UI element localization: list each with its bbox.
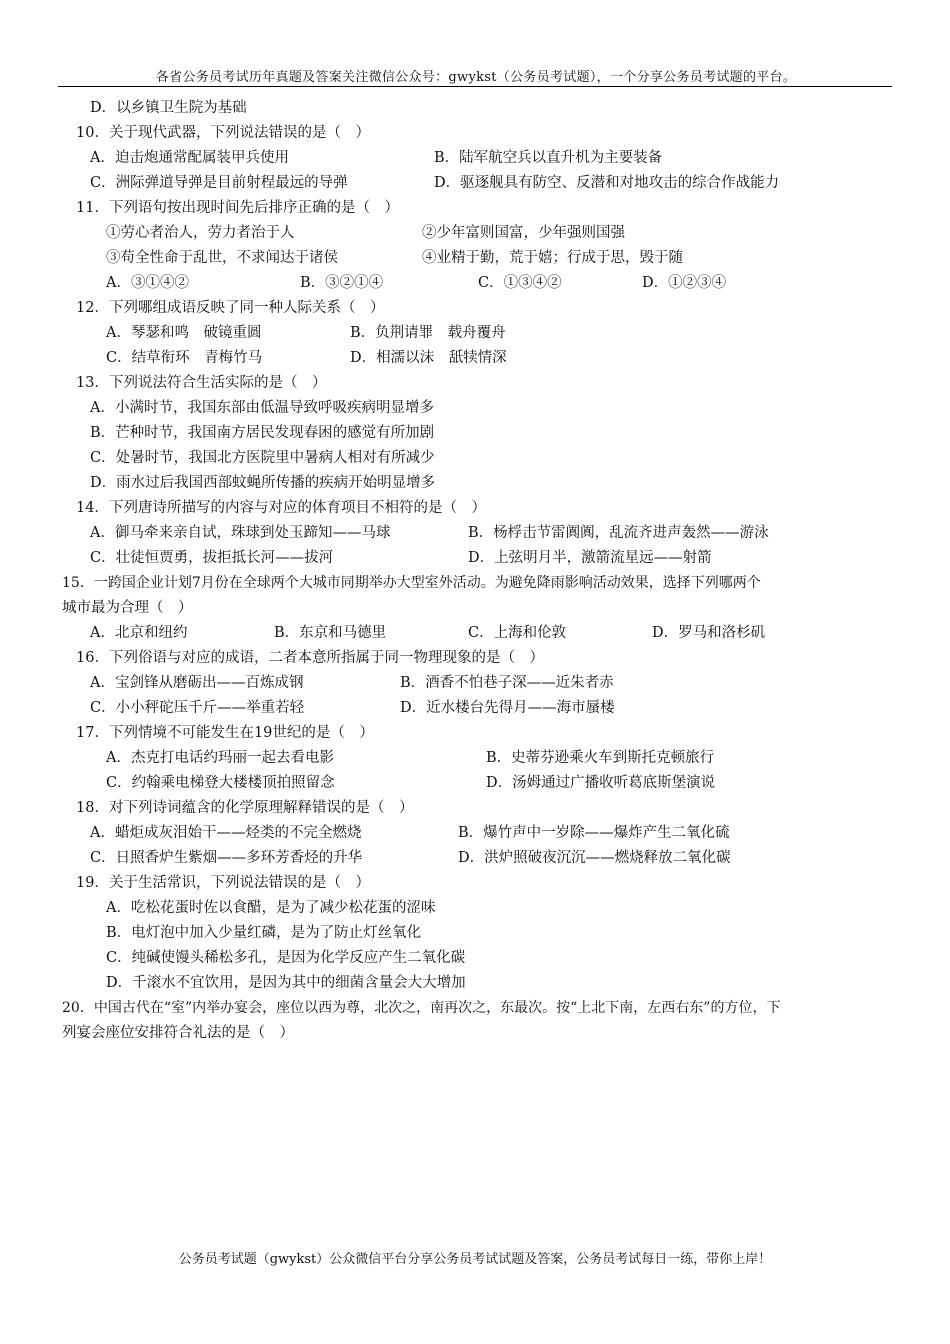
q18-stem: 18．对下列诗词蕴含的化学原理解释错误的是（ ） <box>76 800 414 816</box>
q17-stem: 17．下列情境不可能发生在19世纪的是（ ） <box>76 725 374 741</box>
q18-option-a: A．蜡炬成灰泪始干——烃类的不完全燃烧 <box>90 825 362 841</box>
q17-option-d: D．汤姆通过广播收听葛底斯堡演说 <box>486 775 716 791</box>
q11-statement-2: ②少年富则国富，少年强则国强 <box>422 225 625 241</box>
q17-option-c: C．约翰乘电梯登大楼楼顶拍照留念 <box>106 775 335 791</box>
q14-option-c: C．壮徒恒贾勇，拔拒抵长河——拔河 <box>90 550 334 566</box>
q14-option-d: D．上弦明月半，激箭流星远——射箭 <box>468 550 712 566</box>
q12-option-c: C．结草衔环 青梅竹马 <box>106 350 263 366</box>
q13-stem: 13．下列说法符合生活实际的是（ ） <box>76 375 327 391</box>
q12-option-a: A．琴瑟和鸣 破镜重圆 <box>106 325 262 341</box>
q18-option-c: C．日照香炉生紫烟——多环芳香烃的升华 <box>90 850 363 866</box>
q16-option-c: C．小小秤砣压千斤——举重若轻 <box>90 700 305 716</box>
q15-option-a: A．北京和纽约 <box>90 625 188 641</box>
q10-option-a: A．迫击炮通常配属装甲兵使用 <box>90 150 289 166</box>
q12-option-b: B．负荆请罪 载舟覆舟 <box>350 325 506 341</box>
q13-option-c: C．处暑时节，我国北方医院里中暑病人相对有所减少 <box>90 450 435 466</box>
q10-stem: 10．关于现代武器，下列说法错误的是（ ） <box>76 125 370 141</box>
q20-stem-line-1: 20．中国古代在“室”内举办宴会，座位以西为尊，北次之，南再次之，东最次。按“上北下南，左西右东”的方位，下 <box>62 1000 781 1016</box>
q19-stem: 19．关于生活常识，下列说法错误的是（ ） <box>76 875 370 891</box>
q20-stem-line-2: 列宴会座位安排符合礼法的是（ ） <box>62 1025 294 1041</box>
q11-statement-3: ③苟全性命于乱世，不求闻达于诸侯 <box>106 250 338 266</box>
q10-option-c: C．洲际弹道导弹是目前射程最远的导弹 <box>90 175 348 191</box>
q11-stem: 11．下列语句按出现时间先后排序正确的是（ ） <box>76 200 399 216</box>
q11-option-c: C．①③④② <box>478 275 562 291</box>
q19-option-a: A．吃松花蛋时佐以食醋，是为了减少松花蛋的涩味 <box>106 900 436 916</box>
q15-option-b: B．东京和马德里 <box>274 625 387 641</box>
q13-option-a: A．小满时节，我国东部由低温导致呼吸疾病明显增多 <box>90 400 434 416</box>
page-header: 各省公务员考试历年真题及答案关注微信公众号：gwykst（公务员考试题），一个分享公务员考试题的平台。 <box>155 70 797 85</box>
q11-option-b: B．③②①④ <box>300 275 384 291</box>
q10-option-d: D．驱逐舰具有防空、反潜和对地攻击的综合作战能力 <box>434 175 780 191</box>
q11-statement-4: ④业精于勤，荒于嬉；行成于思，毁于随 <box>422 250 683 266</box>
q17-option-a: A．杰克打电话约玛丽一起去看电影 <box>106 750 334 766</box>
q16-stem: 16．下列俗语与对应的成语，二者本意所指属于同一物理现象的是（ ） <box>76 650 544 666</box>
q16-option-b: B．酒香不怕巷子深——近朱者赤 <box>400 675 614 691</box>
q17-option-b: B．史蒂芬逊乘火车到斯托克顿旅行 <box>486 750 715 766</box>
q19-option-b: B．电灯泡中加入少量红磷，是为了防止灯丝氧化 <box>106 925 422 941</box>
q9-option-d: D．以乡镇卫生院为基础 <box>90 100 247 116</box>
q13-option-b: B．芒种时节，我国南方居民发现春困的感觉有所加剧 <box>90 425 435 441</box>
page-footer: 公务员考试题（gwykst）公众微信平台分享公务员考试试题及答案，公务员考试每日一练，带你上岸！ <box>178 1252 772 1267</box>
q14-stem: 14．下列唐诗所描写的内容与对应的体育项目不相符的是（ ） <box>76 500 486 516</box>
q16-option-a: A．宝剑锋从磨砺出——百炼成钢 <box>90 675 304 691</box>
q15-option-d: D．罗马和洛杉矶 <box>652 625 766 641</box>
q18-option-d: D．洪炉照破夜沉沉——燃烧释放二氧化碳 <box>458 850 731 866</box>
q13-option-d: D．雨水过后我国西部蚊蝇所传播的疾病开始明显增多 <box>90 475 436 491</box>
q11-option-a: A．③①④② <box>106 275 189 291</box>
q15-option-c: C．上海和伦敦 <box>468 625 567 641</box>
q15-stem-line-1: 15．一跨国企业计划7月份在全球两个大城市同期举办大型室外活动。为避免降雨影响活动效果，选择下列哪两个 <box>62 575 761 591</box>
q15-stem-line-2: 城市最为合理（ ） <box>62 600 193 616</box>
q16-option-d: D．近水楼台先得月——海市蜃楼 <box>400 700 615 716</box>
q11-option-d: D．①②③④ <box>642 275 727 291</box>
q12-option-d: D．相濡以沫 舐犊情深 <box>350 350 507 366</box>
q19-option-d: D．千滚水不宜饮用，是因为其中的细菌含量会大大增加 <box>106 975 466 991</box>
q12-stem: 12．下列哪组成语反映了同一种人际关系（ ） <box>76 300 385 316</box>
q14-option-a: A．御马牵来亲自试，珠球到处玉蹄知——马球 <box>90 525 391 541</box>
q19-option-c: C．纯碱使馒头稀松多孔，是因为化学反应产生二氧化碳 <box>106 950 466 966</box>
q10-option-b: B．陆军航空兵以直升机为主要装备 <box>434 150 663 166</box>
q11-statement-1: ①劳心者治人，劳力者治于人 <box>106 225 295 241</box>
q14-option-b: B．杨桴击节雷阗阗，乱流齐进声轰然——游泳 <box>468 525 769 541</box>
q18-option-b: B．爆竹声中一岁除——爆炸产生二氧化硫 <box>458 825 730 841</box>
header-rule <box>58 86 892 87</box>
